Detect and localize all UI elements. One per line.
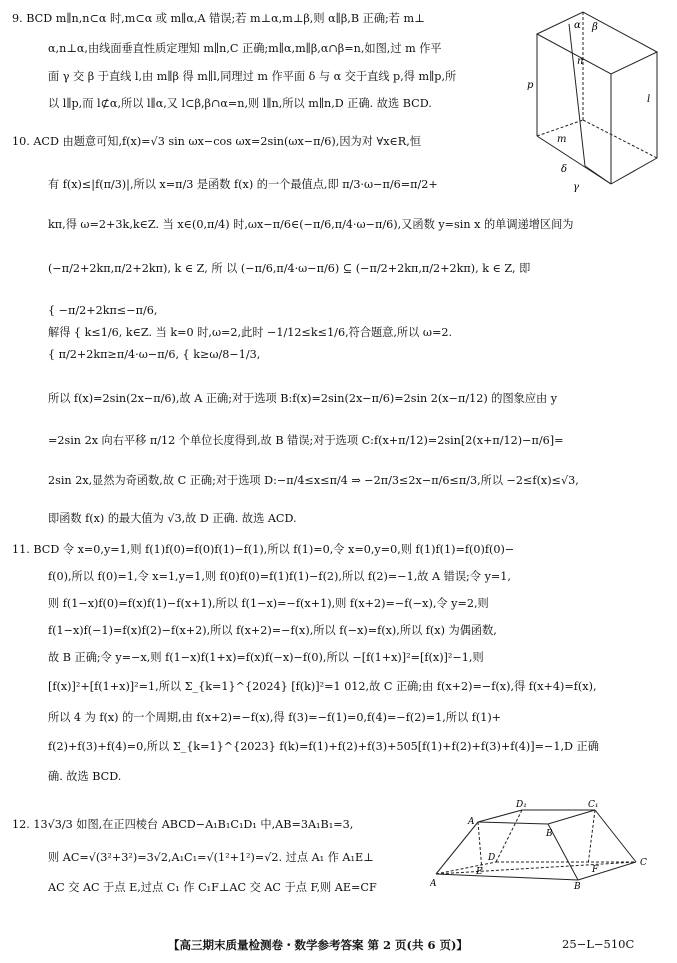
p9-line-1: 9. BCD m∥n,n⊂α 时,m⊂α 或 m∥α,A 错误;若 m⊥α,m⊥β,则 α∥β,B 正确;若 m⊥	[12, 12, 425, 25]
p11-line-3: 则 f(1−x)f(0)=f(x)f(1)−f(x+1),所以 f(1−x)=−f(x+1),则 f(x+2)=−f(−x),令 y=2,则	[48, 597, 489, 610]
fig1-label-gamma: γ	[573, 182, 579, 193]
fig1-label-beta: β	[592, 22, 598, 33]
p11-line-7: 所以 4 为 f(x) 的一个周期,由 f(x+2)=−f(x),得 f(3)=−f(1)=0,f(4)=−f(2)=1,所以 f(1)+	[48, 711, 502, 724]
p10-line-5: { −π/2+2kπ≤−π/6,	[48, 304, 158, 317]
fig2-label-a1: A	[468, 817, 475, 827]
p10-line-7: { π/2+2kπ≥π/4·ω−π/6, { k≥ω/8−1/3,	[48, 348, 261, 361]
p10-line-1: 10. ACD 由题意可知,f(x)=√3 sin ωx−cos ωx=2sin(ωx−π/6),因为对 ∀x∈R,恒	[12, 135, 421, 148]
fig2-label-d: D	[488, 853, 496, 863]
p10-line-11: 即函数 f(x) 的最大值为 √3,故 D 正确. 故选 ACD.	[48, 512, 297, 525]
figure-planes-diagram	[525, 6, 667, 194]
fig2-label-c1: C₁	[588, 800, 599, 810]
fig2-label-f: F	[592, 865, 599, 875]
p12-line-2: 则 AC=√(3²+3²)=3√2,A₁C₁=√(1²+1²)=√2. 过点 A₁ 作 A₁E⊥	[48, 851, 374, 864]
fig1-label-l: l	[647, 94, 651, 105]
fig2-label-a: A	[430, 879, 437, 889]
p9-line-4: 以 l∥p,而 l⊄α,所以 l∥α,又 l⊂β,β∩α=n,则 l∥n,所以 m∥n,D 正确. 故选 BCD.	[48, 97, 432, 110]
fig2-label-c: C	[640, 858, 647, 868]
p11-line-4: f(1−x)f(−1)=f(x)f(2)−f(x+2),所以 f(x+2)=−f(x),所以 f(−x)=f(x),所以 f(x) 为偶函数,	[48, 624, 497, 637]
fig2-label-e: E	[476, 867, 483, 877]
fig1-label-delta: δ	[561, 164, 568, 175]
fig2-label-b: B	[574, 882, 581, 890]
p10-line-10: 2sin 2x,显然为奇函数,故 C 正确;对于选项 D:−π/4≤x≤π/4 ⇒ −2π/3≤2x−π/6≤π/3,所以 −2≤f(x)≤√3,	[48, 474, 579, 487]
footer-code: 25−L−510C	[562, 937, 635, 951]
fig1-label-p: p	[527, 80, 534, 91]
p11-line-6: [f(x)]²+[f(1+x)]²=1,所以 Σ_{k=1}^{2024} [f(k)]²=1 012,故 C 正确;由 f(x+2)=−f(x),得 f(x+4)=f(x),	[48, 680, 597, 693]
p12-line-3: AC 交 AC 于点 E,过点 C₁ 作 C₁F⊥AC 交 AC 于点 F,则 AE=CF	[48, 881, 377, 894]
figure-frustum-diagram	[430, 798, 662, 890]
footer-title: 【高三期末质量检测卷・数学参考答案 第 2 页(共 6 页)】	[168, 938, 468, 952]
p10-line-4: (−π/2+2kπ,π/2+2kπ), k ∈ Z, 所 以 (−π/6,π/4·ω−π/6) ⊆ (−π/2+2kπ,π/2+2kπ), k ∈ Z, 即	[48, 262, 531, 275]
p11-line-5: 故 B 正确;令 y=−x,则 f(1−x)f(1+x)=f(x)f(−x)−f(0),所以 −[f(1+x)]²=[f(x)]²−1,则	[48, 651, 484, 664]
p11-line-1: 11. BCD 令 x=0,y=1,则 f(1)f(0)=f(0)f(1)−f(1),所以 f(1)=0,令 x=0,y=0,则 f(1)f(1)=f(0)f(0)−	[12, 543, 515, 556]
fig1-label-alpha: α	[574, 20, 581, 31]
fig2-label-d1: D₁	[516, 800, 527, 810]
p10-line-8: 所以 f(x)=2sin(2x−π/6),故 A 正确;对于选项 B:f(x)=2sin(2x−π/6)=2sin 2(x−π/12) 的图象应由 y	[48, 392, 558, 405]
p10-line-9: =2sin 2x 向右平移 π/12 个单位长度得到,故 B 错误;对于选项 C:f(x+π/12)=2sin[2(x+π/12)−π/6]=	[48, 434, 564, 447]
p11-line-2: f(0),所以 f(0)=1,令 x=1,y=1,则 f(0)f(0)=f(1)f(1)−f(2),所以 f(2)=−1,故 A 错误;令 y=1,	[48, 570, 511, 583]
fig2-label-b1: B	[546, 829, 553, 839]
fig1-label-n: n	[577, 56, 584, 67]
p10-line-2: 有 f(x)≤|f(π/3)|,所以 x=π/3 是函数 f(x) 的一个最值点,即 π/3·ω−π/6=π/2+	[48, 178, 438, 191]
p9-line-3: 面 γ 交 β 于直线 l,由 m∥β 得 m∥l,同理过 m 作平面 δ 与 α 交于直线 p,得 m∥p,所	[48, 70, 457, 83]
p11-line-9: 确. 故选 BCD.	[48, 770, 122, 783]
p12-line-1: 12. 13√3/3 如图,在正四棱台 ABCD−A₁B₁C₁D₁ 中,AB=3A₁B₁=3,	[12, 818, 354, 831]
p10-line-3: kπ,得 ω=2+3k,k∈Z. 当 x∈(0,π/4) 时,ωx−π/6∈(−π/6,π/4·ω−π/6),又函数 y=sin x 的单调递增区间为	[48, 218, 574, 231]
p11-line-8: f(2)+f(3)+f(4)=0,所以 Σ_{k=1}^{2023} f(k)=f(1)+f(2)+f(3)+505[f(1)+f(2)+f(3)+f(4)]=−1,D 正确	[48, 740, 599, 753]
p10-line-6: 解得 { k≤1/6, k∈Z. 当 k=0 时,ω=2,此时 −1/12≤k≤1/6,符合题意,所以 ω=2.	[48, 326, 453, 339]
fig1-label-m: m	[557, 134, 567, 145]
p9-line-2: α,n⊥α,由线面垂直性质定理知 m∥n,C 正确;m∥α,m∥β,α∩β=n,如图,过 m 作平	[48, 42, 442, 55]
